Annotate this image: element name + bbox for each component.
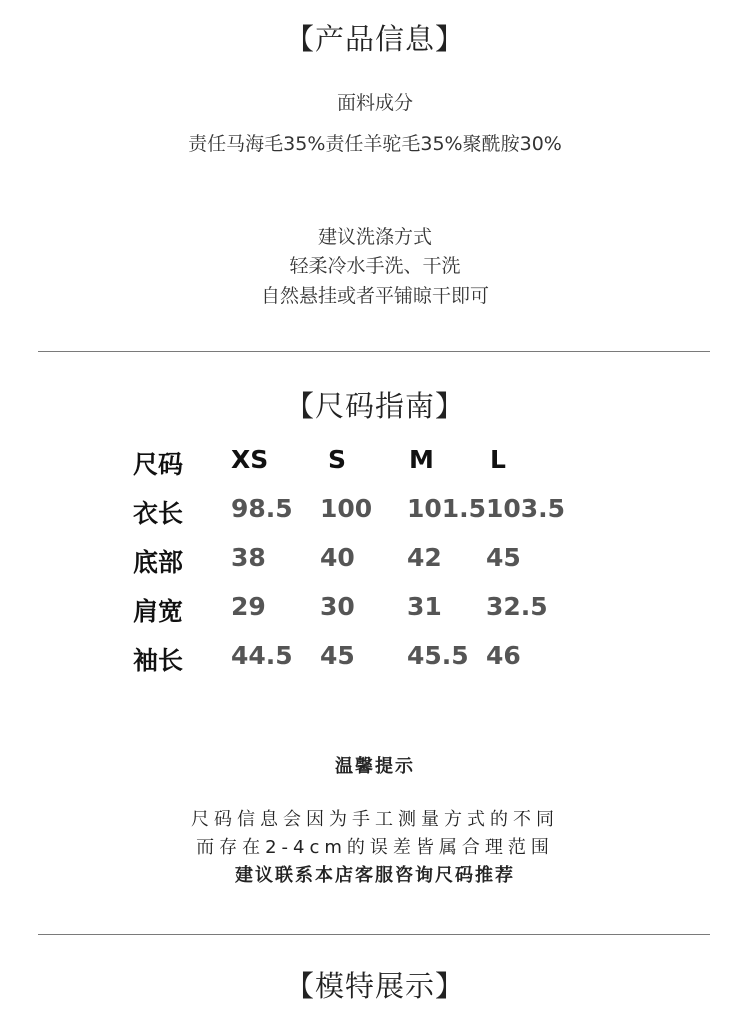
fabric-label: 面料成分 bbox=[336, 92, 413, 114]
header-size-s: S bbox=[328, 445, 347, 474]
length-xs: 98.5 bbox=[231, 494, 293, 523]
tips-line-3: 建议联系本店客服咨询尺码推荐 bbox=[235, 865, 515, 886]
bottom-l: 45 bbox=[486, 543, 521, 572]
tips-title: 温馨提示 bbox=[335, 756, 415, 777]
length-m: 101.5 bbox=[407, 494, 487, 523]
sleeve-xs: 44.5 bbox=[231, 641, 293, 670]
header-size-label: 尺码 bbox=[133, 450, 184, 479]
row-label-shoulder: 肩宽 bbox=[133, 597, 184, 626]
tips-line-1: 尺码信息会因为手工测量方式的不同 bbox=[191, 809, 559, 830]
shoulder-xs: 29 bbox=[231, 592, 266, 621]
header-size-l: L bbox=[490, 445, 506, 474]
washing-line-1: 轻柔冷水手洗、干洗 bbox=[289, 255, 461, 277]
row-label-sleeve: 袖长 bbox=[133, 646, 184, 675]
bottom-xs: 38 bbox=[231, 543, 266, 572]
tips-line-2: 而存在2-4cm的误差皆属合理范围 bbox=[196, 837, 554, 858]
row-label-length: 衣长 bbox=[133, 499, 184, 528]
washing-line-2: 自然悬挂或者平铺晾干即可 bbox=[260, 285, 489, 307]
header-size-m: M bbox=[409, 445, 434, 474]
product-info-title: 【产品信息】 bbox=[284, 22, 465, 56]
bottom-s: 40 bbox=[320, 543, 355, 572]
header-size-xs: XS bbox=[231, 445, 269, 474]
shoulder-l: 32.5 bbox=[486, 592, 548, 621]
bottom-m: 42 bbox=[407, 543, 442, 572]
row-label-bottom: 底部 bbox=[133, 548, 184, 577]
divider-2 bbox=[38, 934, 710, 935]
fabric-value: 责任马海毛35%责任羊驼毛35%聚酰胺30% bbox=[188, 133, 562, 155]
model-display-title: 【模特展示】 bbox=[284, 969, 465, 1003]
length-l: 103.5 bbox=[486, 494, 566, 523]
washing-label: 建议洗涤方式 bbox=[317, 226, 432, 248]
shoulder-s: 30 bbox=[320, 592, 355, 621]
length-s: 100 bbox=[320, 494, 373, 523]
size-guide-title: 【尺码指南】 bbox=[284, 389, 465, 423]
sleeve-m: 45.5 bbox=[407, 641, 469, 670]
sleeve-l: 46 bbox=[486, 641, 521, 670]
shoulder-m: 31 bbox=[407, 592, 442, 621]
sleeve-s: 45 bbox=[320, 641, 355, 670]
